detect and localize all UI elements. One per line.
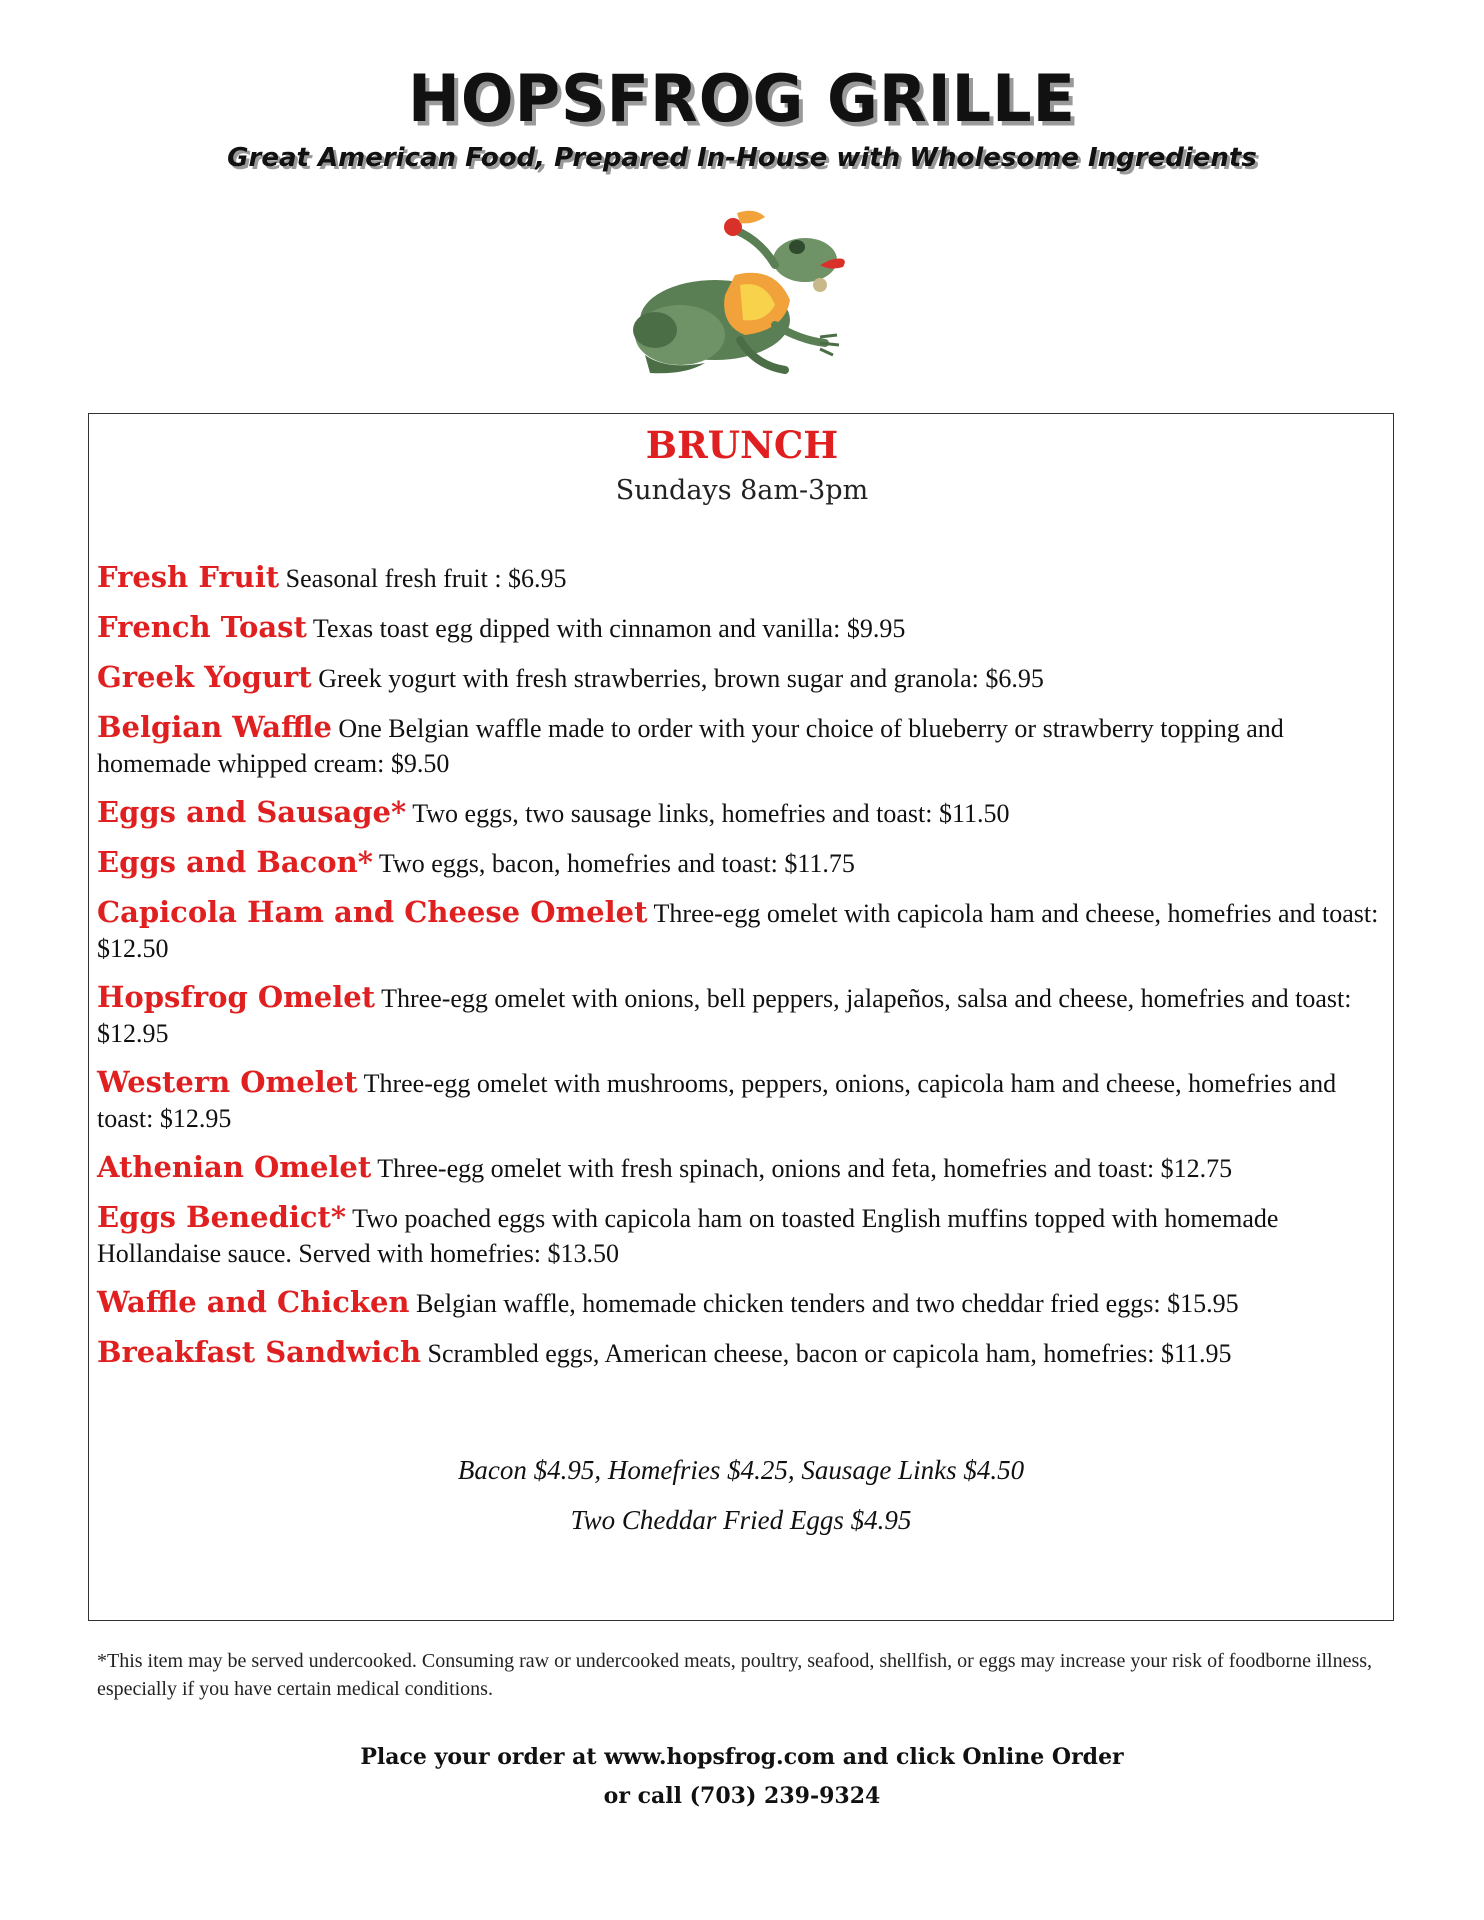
sides-line-1: Bacon $4.95, Homefries $4.25, Sausage Links $4.50	[457, 1455, 1025, 1485]
item-name: Hopsfrog Omelet	[97, 980, 376, 1014]
item-description: Seasonal fresh fruit : $6.95	[285, 564, 567, 593]
item-name: Western Omelet	[97, 1065, 358, 1099]
item-description: Three-egg omelet with mushrooms, peppers, onions, capicola ham and cheese, homefries and toast: $12.95	[97, 1069, 1337, 1133]
item-description: Texas toast egg dipped with cinnamon and vanilla: $9.95	[312, 614, 906, 643]
item-name: Eggs Benedict*	[97, 1200, 347, 1234]
menu-item	[97, 1335, 1387, 1371]
item-description: One Belgian waffle made to order with your choice of blueberry or strawberry topping and homemade whipped cream: $9.50	[97, 714, 1284, 778]
undercooked-disclaimer: *This item may be served undercooked. Consuming raw or undercooked meats, poultry, seafood, shellfish, or eggs may increase your risk of foodborne illness, especially if you have certain medical conditions.	[97, 1650, 1373, 1700]
menu-item	[97, 895, 1387, 966]
item-name: Belgian Waffle	[97, 710, 332, 744]
sides-list	[88, 1445, 1394, 1545]
menu-item	[97, 610, 1387, 646]
item-description: Scrambled eggs, American cheese, bacon or capicola ham, homefries: $11.95	[427, 1339, 1232, 1368]
order-line-1: Place your order at www.hopsfrog.com and click Online Order	[360, 1744, 1124, 1770]
item-name: Eggs and Bacon*	[97, 845, 373, 879]
menu-item	[97, 1285, 1387, 1321]
item-name: Fresh Fruit	[97, 560, 280, 594]
item-name: Capicola Ham and Cheese Omelet	[97, 895, 648, 929]
menu-item	[97, 1065, 1387, 1136]
item-description: Two poached eggs with capicola ham on toasted English muffins topped with homemade Hollandaise sauce. Served with homefries: $13.50	[97, 1204, 1279, 1268]
order-line-2: or call (703) 239-9324	[603, 1783, 881, 1809]
item-name: Breakfast Sandwich	[97, 1335, 422, 1369]
section-hours: Sundays 8am-3pm	[615, 475, 869, 506]
item-description: Two eggs, bacon, homefries and toast: $11.75	[378, 849, 855, 878]
item-description: Belgian waffle, homemade chicken tenders and two cheddar fried eggs: $15.95	[416, 1289, 1239, 1318]
sides-line-2: Two Cheddar Fried Eggs $4.95	[570, 1505, 912, 1535]
item-name: Greek Yogurt	[97, 660, 312, 694]
dancing-frog-icon	[625, 205, 860, 380]
item-description: Two eggs, two sausage links, homefries and toast: $11.50	[412, 799, 1010, 828]
menu-item	[97, 710, 1387, 781]
menu-item	[97, 845, 1387, 881]
menu-item	[97, 560, 1387, 596]
menu-item	[97, 980, 1387, 1051]
item-name: Waffle and Chicken	[97, 1285, 410, 1319]
item-name: Athenian Omelet	[97, 1150, 372, 1184]
item-description: Greek yogurt with fresh strawberries, brown sugar and granola: $6.95	[318, 664, 1044, 693]
menu-item	[97, 1200, 1387, 1271]
order-info	[0, 1738, 1484, 1816]
menu-item	[97, 795, 1387, 831]
restaurant-tagline: Great American Food, Prepared In-House with Wholesome Ingredients	[227, 143, 1257, 173]
item-description: Three-egg omelet with onions, bell peppers, jalapeños, salsa and cheese, homefries and toast: $12.95	[97, 984, 1352, 1048]
menu-item	[97, 660, 1387, 696]
item-description: Three-egg omelet with fresh spinach, onions and feta, homefries and toast: $12.75	[377, 1154, 1233, 1183]
item-name: Eggs and Sausage*	[97, 795, 407, 829]
menu-items	[97, 560, 1387, 1385]
section-title: BRUNCH	[645, 423, 839, 467]
item-name: French Toast	[97, 610, 307, 644]
item-description: Three-egg omelet with capicola ham and cheese, homefries and toast: $12.50	[97, 899, 1379, 963]
menu-item	[97, 1150, 1387, 1186]
restaurant-title: HOPSFROG GRILLE	[407, 60, 1077, 137]
